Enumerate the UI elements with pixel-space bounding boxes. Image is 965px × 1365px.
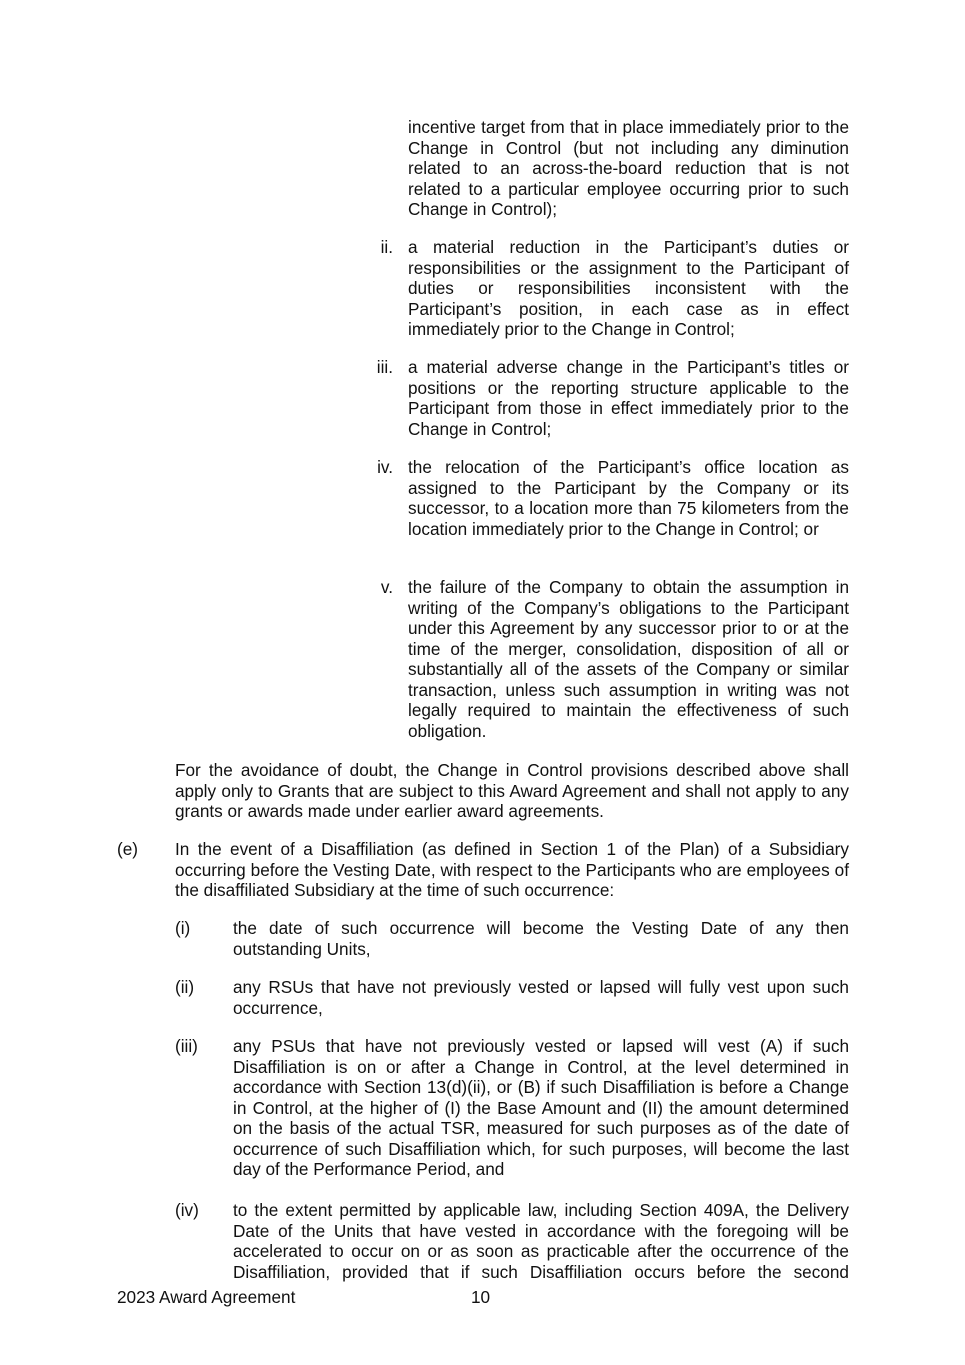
subitem-label: (iii) [175,1036,198,1056]
subitem-text: any RSUs that have not previously vested or lapsed will fully vest upon such occurrence, [233,977,849,1018]
subitem-text: the date of such occurrence will become the Vesting Date of any then outstanding Units, [233,918,849,959]
avoidance-paragraph: For the avoidance of doubt, the Change in Control provisions described above shall apply only to Grants that are subject to this Award Agreement and shall not apply to any grants or awards made under earlier award agreements. [175,760,849,821]
roman-item-number: iv. [377,457,393,477]
subitem-label: (iv) [175,1200,199,1220]
subitem-label: (i) [175,918,191,938]
subitem-text: to the extent permitted by applicable law, including Section 409A, the Delivery Date of the Units that have vested in accordance with the foregoing will be accelerated to occur on or as soon as practicable after the occurrence of the Disaffiliation, provided that if such Disaffiliation occurs before the second [233,1200,849,1282]
subitem-label: (ii) [175,977,195,997]
page-number: 10 [471,1287,491,1307]
section-e-text: In the event of a Disaffiliation (as defined in Section 1 of the Plan) of a Subsidiary occurring before the Vesting Date, with respect to the Participants who are employees of the disaffiliated Subsidiary at the time of such occurrence: [175,839,849,900]
roman-item-text: a material reduction in the Participant’s duties or responsibilities or the assignment to the Participant of duties or responsibilities inconsistent with the Participant’s position, in each case as in effect immediately prior to the Change in Control; [408,237,849,339]
roman-item-number: iii. [376,357,393,377]
roman-item-text: the failure of the Company to obtain the assumption in writing of the Company’s obligations to the Participant under this Agreement by any successor prior to or at the time of the merger, consolidation, disposition of all or substantially all of the assets of the Company or similar transaction, unless such assumption in writing was not legally required to maintain the effectiveness of such obligation. [408,577,849,741]
roman-item-text: a material adverse change in the Participant’s titles or positions or the reporting structure applicable to the Participant from those in effect immediately prior to the Change in Control; [408,357,849,439]
roman-item-number: ii. [380,237,393,257]
subitem-text: any PSUs that have not previously vested or lapsed will vest (A) if such Disaffiliation is on or after a Change in Control, at the level determined in accordance with Section 13(d)(ii), or (B) if such Disaffiliation is before a Change in Control, at the higher of (I) the Base Amount and (II) the amount determined on the basis of the actual TSR, measured for such purposes as of the date of occurrence of such Disaffiliation which, for such purposes, will become the last day of the Performance Period, and [233,1036,849,1179]
footer-title: 2023 Award Agreement [117,1287,296,1307]
roman-item-i-continued: incentive target from that in place immediately prior to the Change in Control (but not including any diminution related to an across-the-board reduction that is not related to a particular employee occurring prior to such Change in Control); [408,117,849,219]
roman-item-text: the relocation of the Participant’s office location as assigned to the Participant by the Company or its successor, to a location more than 75 kilometers from the location immediately prior to the Change in Control; or [408,457,849,539]
section-e-label: (e) [117,839,139,859]
roman-item-number: v. [380,577,393,597]
